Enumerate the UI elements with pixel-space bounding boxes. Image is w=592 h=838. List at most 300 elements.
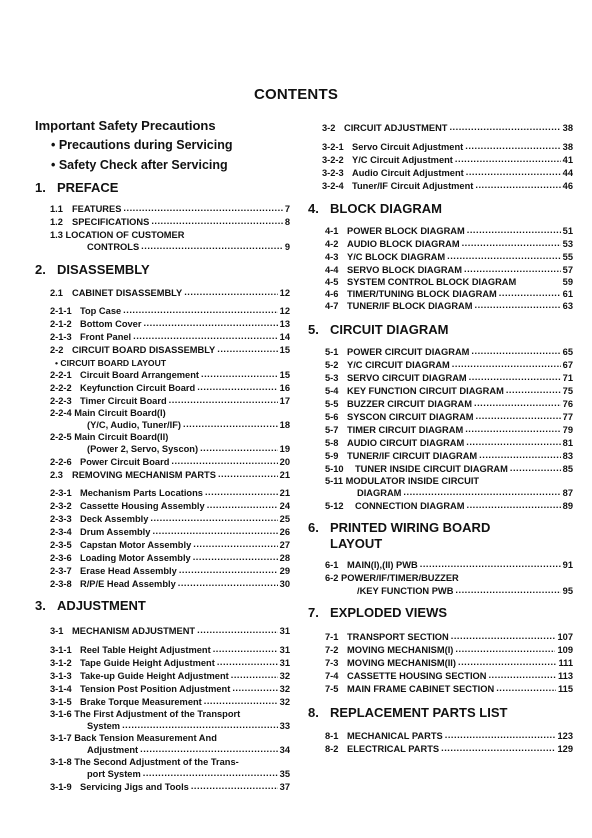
dot-leader: [152, 526, 277, 536]
entry-title: System: [87, 721, 121, 731]
entry-title: Keyfunction Circuit Board: [80, 383, 196, 393]
toc-entry: [325, 438, 573, 448]
entry-number: 3-2: [322, 123, 336, 133]
entry-number: 3-1-1: [50, 645, 72, 655]
dot-leader: [231, 670, 278, 680]
entry-number: 6-1: [325, 560, 339, 570]
dot-leader: [506, 385, 561, 395]
toc-entry: [325, 744, 573, 754]
dot-leader: [449, 122, 560, 132]
section-number: 4.: [308, 201, 319, 216]
toc-entry: [50, 383, 290, 393]
dot-leader: [217, 344, 277, 354]
toc-entry: [50, 370, 290, 380]
toc-entry: [50, 645, 290, 655]
toc-entry: [325, 289, 573, 299]
toc-entry: [50, 217, 290, 227]
entry-title: CASSETTE HOUSING SECTION: [347, 671, 487, 681]
dot-leader: [140, 744, 278, 754]
dot-leader: [213, 644, 278, 654]
section-heading: [308, 536, 573, 551]
page-number: 31: [279, 658, 290, 668]
toc-entry-line: 3-1-6 The First Adjustment of the Transport: [50, 709, 241, 719]
toc-entry: [325, 560, 573, 570]
entry-number: 4-2: [325, 239, 339, 249]
entry-number: 3-2-1: [322, 142, 344, 152]
page-number: 31: [279, 645, 290, 655]
dot-leader: [193, 552, 278, 562]
toc-entry: [325, 658, 573, 668]
entry-title: CONNECTION DIAGRAM: [355, 501, 465, 511]
section-title: LAYOUT: [330, 536, 383, 551]
toc-entry: [325, 277, 573, 287]
section-heading: [35, 262, 290, 277]
entry-number: 5-5: [325, 399, 339, 409]
toc-entry: [50, 319, 290, 329]
entry-title: SPECIFICATIONS: [72, 217, 150, 227]
section-heading: [35, 598, 290, 613]
page-number: 13: [279, 319, 290, 329]
page-number: 12: [279, 288, 290, 298]
entry-title: Audio Circuit Adjustment: [352, 168, 464, 178]
toc-entry: [50, 396, 290, 406]
toc-entry: [50, 697, 290, 707]
dot-leader: [464, 264, 561, 274]
toc-entry: [325, 386, 573, 396]
entry-title: MOVING MECHANISM(II): [347, 658, 456, 668]
entry-title: Take-up Guide Height Adjustment: [80, 671, 229, 681]
entry-title: Top Case: [80, 306, 122, 316]
page-number: 115: [558, 684, 573, 694]
entry-number: 4-5: [325, 277, 339, 287]
page-number: 65: [562, 347, 573, 357]
dot-leader: [207, 500, 278, 510]
entry-number: 2-1-1: [50, 306, 72, 316]
entry-title: CABINET DISASSEMBLY: [72, 288, 183, 298]
entry-title: /KEY FUNCTION PWB: [357, 586, 454, 596]
toc-entry: [50, 540, 290, 550]
dot-leader: [455, 154, 561, 164]
page-number: 20: [279, 457, 290, 467]
entry-title: POWER BLOCK DIAGRAM: [347, 226, 465, 236]
page-number: 15: [279, 345, 290, 355]
entry-title: MECHANICAL PARTS: [347, 731, 443, 741]
section-title: DISASSEMBLY: [57, 262, 150, 277]
toc-entry: [325, 632, 573, 642]
toc-entry: [325, 425, 573, 435]
dot-leader: [476, 411, 561, 421]
entry-title: Power Circuit Board: [80, 457, 170, 467]
entry-number: 2.1: [50, 288, 63, 298]
entry-number: 3-1: [50, 626, 64, 636]
entry-number: 5-4: [325, 386, 339, 396]
dot-leader: [123, 203, 282, 213]
page-number: 46: [562, 181, 573, 191]
page-number: 21: [279, 470, 290, 480]
entry-number: 3-1-5: [50, 697, 72, 707]
page-number: 41: [562, 155, 573, 165]
entry-number: 3-2-4: [322, 181, 344, 191]
entry-title: Y/C CIRCUIT DIAGRAM: [347, 360, 450, 370]
toc-entry: [322, 123, 573, 133]
page-number: 111: [558, 658, 573, 668]
dot-leader: [179, 565, 278, 575]
page-title: CONTENTS: [253, 86, 339, 103]
entry-number: 3-2-3: [322, 168, 344, 178]
dot-leader: [474, 398, 561, 408]
dot-leader: [447, 251, 561, 261]
safety-heading: Important Safety Precautions: [35, 118, 216, 133]
entry-number: 7-4: [325, 671, 339, 681]
dot-leader: [205, 487, 278, 497]
toc-entry: [50, 306, 290, 316]
entry-number: 2-1-3: [50, 332, 72, 342]
toc-entry: [325, 226, 573, 236]
toc-entry: [325, 347, 573, 357]
section-title: EXPLODED VIEWS: [330, 605, 448, 620]
dot-leader: [141, 241, 283, 251]
dot-leader: [471, 346, 560, 356]
page-number: 14: [279, 332, 290, 342]
dot-leader: [462, 238, 561, 248]
entry-title: port System: [87, 769, 141, 779]
section-heading: [308, 322, 573, 337]
page-number: 67: [562, 360, 573, 370]
entry-number: 1.2: [50, 217, 63, 227]
entry-title: ELECTRICAL PARTS: [347, 744, 440, 754]
toc-entry: [325, 501, 573, 511]
entry-number: 5-3: [325, 373, 339, 383]
page-number: 44: [562, 168, 573, 178]
dot-leader: [122, 720, 278, 730]
entry-number: 5-6: [325, 412, 339, 422]
entry-title: Circuit Board Arrangement: [80, 370, 199, 380]
toc-entry: [50, 745, 290, 755]
toc-entry: [50, 684, 290, 694]
page-number: 32: [279, 671, 290, 681]
dot-leader: [510, 463, 561, 473]
entry-title: Cassette Housing Assembly: [80, 501, 205, 511]
dot-leader: [465, 141, 560, 151]
page-number: 89: [562, 501, 573, 511]
toc-entry-line: 6-2 POWER/IF/TIMER/BUZZER: [325, 573, 459, 583]
section-heading: [35, 180, 290, 195]
section-heading: [308, 605, 573, 620]
dot-leader: [143, 318, 277, 328]
section-number: 1.: [35, 180, 46, 195]
entry-number: 5-9: [325, 451, 339, 461]
dot-leader: [445, 730, 556, 740]
page-number: 19: [279, 444, 290, 454]
dot-leader: [466, 167, 561, 177]
toc-entry: [50, 242, 290, 252]
toc-entry: [50, 204, 290, 214]
page-number: 59: [562, 277, 573, 287]
page-number: 8: [284, 217, 290, 227]
page-number: 32: [279, 697, 290, 707]
entry-title: Loading Motor Assembly: [80, 553, 191, 563]
toc-entry: [325, 301, 573, 311]
entry-number: 2-3-6: [50, 553, 72, 563]
toc-entry: [50, 566, 290, 576]
entry-title: Servo Circuit Adjustment: [352, 142, 464, 152]
entry-number: 3-2-2: [322, 155, 344, 165]
section-title: BLOCK DIAGRAM: [330, 201, 442, 216]
entry-number: 2-3-3: [50, 514, 72, 524]
bullet-item: • CIRCUIT BOARD LAYOUT: [55, 358, 167, 368]
entry-title: CIRCUIT BOARD DISASSEMBLY: [72, 345, 216, 355]
entry-number: 2-1-2: [50, 319, 72, 329]
toc-entry: [325, 360, 573, 370]
section-number: 3.: [35, 598, 46, 613]
toc-entry: [325, 488, 573, 498]
toc-entry: [322, 181, 573, 191]
entry-number: 8-2: [325, 744, 339, 754]
entry-number: 2-3-4: [50, 527, 72, 537]
toc-entry: [50, 332, 290, 342]
toc-entry: [325, 451, 573, 461]
page-number: 35: [279, 769, 290, 779]
page-number: 81: [562, 438, 573, 448]
entry-title: SYSTEM CONTROL BLOCK DIAGRAM: [347, 277, 517, 287]
page-number: 29: [279, 566, 290, 576]
page-number: 27: [279, 540, 290, 550]
entry-title: Tension Post Position Adjustment: [80, 684, 231, 694]
dot-leader: [123, 305, 278, 315]
entry-title: Tuner/IF Circuit Adjustment: [352, 181, 474, 191]
dot-leader: [169, 395, 278, 405]
page-number: 55: [562, 252, 573, 262]
page-number: 33: [279, 721, 290, 731]
entry-number: 4-4: [325, 265, 339, 275]
entry-title: Y/C BLOCK DIAGRAM: [347, 252, 446, 262]
dot-leader: [467, 500, 561, 510]
entry-number: 7-2: [325, 645, 339, 655]
dot-leader: [467, 225, 561, 235]
page-number: 38: [562, 123, 573, 133]
toc-entry: [50, 457, 290, 467]
page-number: 25: [279, 514, 290, 524]
toc-entry: [50, 444, 290, 454]
entry-title: REMOVING MECHANISM PARTS: [72, 470, 216, 480]
entry-number: 2.3: [50, 470, 63, 480]
entry-number: 3-1-4: [50, 684, 72, 694]
entry-title: SERVO BLOCK DIAGRAM: [347, 265, 463, 275]
dot-leader: [232, 683, 277, 693]
page-number: 28: [279, 553, 290, 563]
page-number: 24: [279, 501, 290, 511]
entry-title: Adjustment: [87, 745, 139, 755]
entry-number: 5-8: [325, 438, 339, 448]
entry-title: Timer Circuit Board: [80, 396, 167, 406]
page-number: 26: [279, 527, 290, 537]
toc-entry: [50, 288, 290, 298]
section-number: 6.: [308, 520, 319, 535]
page-number: 79: [562, 425, 573, 435]
entry-title: Capstan Motor Assembly: [80, 540, 192, 550]
toc-entry: [50, 782, 290, 792]
section-number: 8.: [308, 705, 319, 720]
dot-leader: [496, 683, 556, 693]
entry-number: 5-7: [325, 425, 339, 435]
entry-number: 4-7: [325, 301, 339, 311]
dot-leader: [499, 288, 561, 298]
page-number: 32: [279, 684, 290, 694]
entry-title: Tape Guide Height Adjustment: [80, 658, 215, 668]
dot-leader: [488, 670, 556, 680]
entry-title: TRANSPORT SECTION: [347, 632, 449, 642]
page-number: 109: [557, 645, 573, 655]
page-number: 51: [562, 226, 573, 236]
entry-title: R/P/E Head Assembly: [80, 579, 176, 589]
page-number: 15: [279, 370, 290, 380]
toc-entry-line: 2-2-5 Main Circuit Board(II): [50, 432, 169, 442]
entry-title: TIMER CIRCUIT DIAGRAM: [347, 425, 464, 435]
page-number: 30: [279, 579, 290, 589]
page-number: 37: [279, 782, 290, 792]
entry-number: 2-3-2: [50, 501, 72, 511]
dot-leader: [143, 768, 278, 778]
entry-number: 4-1: [325, 226, 339, 236]
toc-entry: [325, 412, 573, 422]
page-number: 31: [279, 626, 290, 636]
entry-number: 1.1: [50, 204, 63, 214]
bullet-item: • Precautions during Servicing: [51, 138, 233, 152]
page-number: 107: [557, 632, 573, 642]
dot-leader: [200, 443, 278, 453]
entry-title: Front Panel: [80, 332, 132, 342]
page-number: 71: [562, 373, 573, 383]
dot-leader: [217, 657, 278, 667]
page-number: 12: [279, 306, 290, 316]
entry-title: Reel Table Height Adjustment: [80, 645, 211, 655]
toc-entry: [50, 626, 290, 636]
toc-entry: [50, 721, 290, 731]
dot-leader: [184, 287, 277, 297]
entry-number: 2-2-3: [50, 396, 72, 406]
entry-title: Servicing Jigs and Tools: [80, 782, 189, 792]
entry-number: 4-3: [325, 252, 339, 262]
entry-title: MECHANISM ADJUSTMENT: [72, 626, 196, 636]
page-number: 57: [562, 265, 573, 275]
page-number: 87: [562, 488, 573, 498]
entry-title: TUNER/IF BLOCK DIAGRAM: [347, 301, 473, 311]
entry-title: FEATURES: [72, 204, 122, 214]
toc-entry: [50, 345, 290, 355]
page-number: 34: [279, 745, 290, 755]
toc-entry: [325, 373, 573, 383]
entry-number: 2-2-2: [50, 383, 72, 393]
toc-entry: [325, 684, 573, 694]
entry-number: 2-2: [50, 345, 64, 355]
entry-title: (Power 2, Servo, Syscon): [87, 444, 199, 454]
entry-number: 3-1-9: [50, 782, 72, 792]
entry-title: (Y/C, Audio, Tuner/IF): [87, 420, 181, 430]
toc-entry: [50, 671, 290, 681]
entry-number: 2-2-6: [50, 457, 72, 467]
dot-leader: [441, 743, 555, 753]
dot-leader: [469, 372, 561, 382]
toc-entry: [50, 501, 290, 511]
dot-leader: [466, 437, 560, 447]
page-number: 63: [562, 301, 573, 311]
entry-number: 7-5: [325, 684, 339, 694]
dot-leader: [465, 424, 560, 434]
dot-leader: [452, 359, 561, 369]
entry-number: 2-2-1: [50, 370, 72, 380]
toc-entry: [50, 514, 290, 524]
entry-number: 4-6: [325, 289, 339, 299]
entry-title: CIRCUIT ADJUSTMENT: [344, 123, 448, 133]
entry-title: AUDIO CIRCUIT DIAGRAM: [347, 438, 465, 448]
dot-leader: [201, 369, 278, 379]
dot-leader: [420, 559, 561, 569]
toc-entry: [50, 769, 290, 779]
entry-title: Brake Torque Measurement: [80, 697, 202, 707]
page-number: 7: [284, 204, 290, 214]
dot-leader: [403, 487, 560, 497]
entry-number: 5-10: [325, 464, 344, 474]
dot-leader: [197, 382, 277, 392]
entry-title: TUNER INSIDE CIRCUIT DIAGRAM: [355, 464, 508, 474]
toc-entry: [325, 239, 573, 249]
toc-entry: [50, 420, 290, 430]
toc-entry: [325, 645, 573, 655]
entry-number: 3-1-2: [50, 658, 72, 668]
page-number: 9: [284, 242, 290, 252]
toc-entry: [325, 586, 573, 596]
entry-number: 7-1: [325, 632, 339, 642]
page-number: 91: [562, 560, 573, 570]
section-heading: [308, 520, 573, 535]
page-number: 21: [279, 488, 290, 498]
entry-title: Erase Head Assembly: [80, 566, 177, 576]
dot-leader: [150, 513, 277, 523]
entry-title: CONTROLS: [87, 242, 140, 252]
section-number: 2.: [35, 262, 46, 277]
toc-entry: [325, 464, 573, 474]
page-number: 77: [562, 412, 573, 422]
dot-leader: [458, 657, 557, 667]
entry-number: 5-2: [325, 360, 339, 370]
section-title: PRINTED WIRING BOARD: [330, 520, 491, 535]
entry-number: 2-3-5: [50, 540, 72, 550]
section-title: REPLACEMENT PARTS LIST: [330, 705, 508, 720]
toc-entry: [325, 252, 573, 262]
entry-title: AUDIO BLOCK DIAGRAM: [347, 239, 460, 249]
toc-entry-line: 1.3 LOCATION OF CUSTOMER: [50, 230, 185, 240]
toc-entry: [50, 579, 290, 589]
dot-leader: [178, 578, 278, 588]
entry-title: Mechanism Parts Locations: [80, 488, 203, 498]
entry-number: 7-3: [325, 658, 339, 668]
entry-title: MAIN(I),(II) PWB: [347, 560, 418, 570]
entry-title: MAIN FRAME CABINET SECTION: [347, 684, 495, 694]
toc-entry: [322, 155, 573, 165]
dot-leader: [151, 216, 283, 226]
page-number: 75: [562, 386, 573, 396]
dot-leader: [479, 450, 561, 460]
page-number: 85: [562, 464, 573, 474]
entry-title: DIAGRAM: [357, 488, 402, 498]
toc-entry: [50, 658, 290, 668]
toc-entry: [50, 553, 290, 563]
page-number: 53: [562, 239, 573, 249]
entry-title: MOVING MECHANISM(I): [347, 645, 454, 655]
dot-leader: [193, 539, 277, 549]
toc-entry-line: 5-11 MODULATOR INSIDE CIRCUIT: [325, 476, 480, 486]
toc-entry: [50, 488, 290, 498]
